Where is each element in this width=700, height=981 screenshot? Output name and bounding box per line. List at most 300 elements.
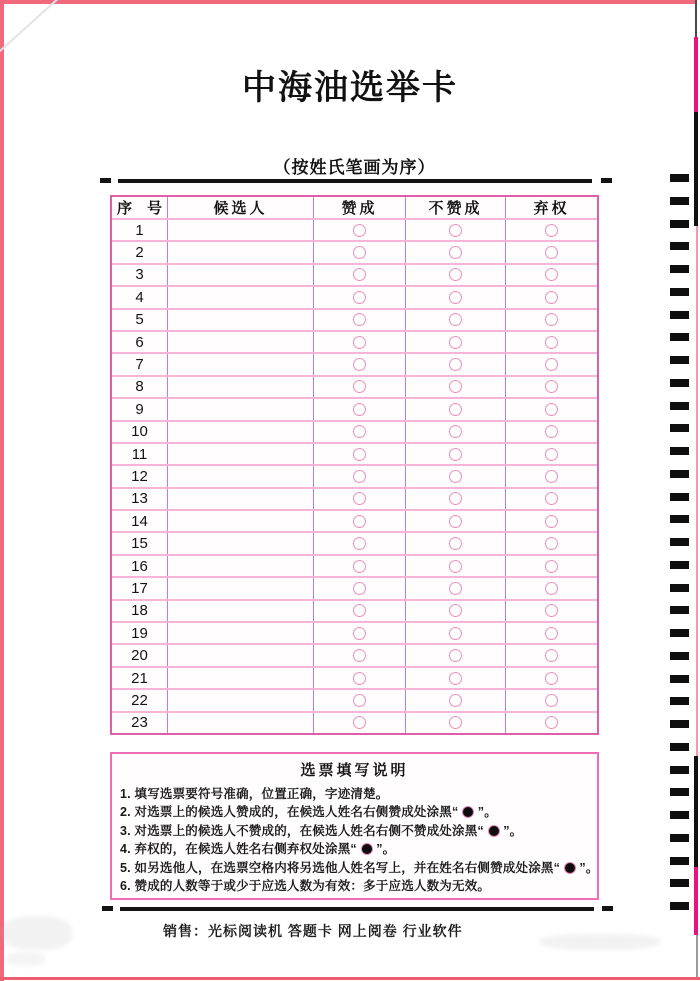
- abstain-cell: [505, 533, 597, 553]
- timing-mark: [670, 424, 689, 432]
- disapprove-bubble[interactable]: [449, 380, 462, 393]
- timing-mark: [670, 447, 689, 455]
- disapprove-cell: [405, 645, 505, 665]
- seq-number: 23: [131, 714, 148, 732]
- approve-cell: [313, 511, 405, 531]
- table-row: [112, 375, 597, 397]
- approve-cell: [313, 601, 405, 621]
- abstain-bubble[interactable]: [545, 380, 558, 393]
- timing-mark: [670, 242, 689, 250]
- table-row: [112, 330, 597, 352]
- timing-mark: [670, 220, 689, 228]
- approve-bubble[interactable]: [353, 313, 366, 326]
- seq-number: 6: [135, 333, 144, 351]
- instruction-item: 4. 弃权的，在候选人姓名右侧弃权处涂黑“ ”。: [120, 842, 396, 857]
- approve-cell: [313, 578, 405, 598]
- disapprove-cell: [405, 601, 505, 621]
- abstain-cell: [505, 623, 597, 643]
- approve-bubble[interactable]: [353, 627, 366, 640]
- abstain-bubble[interactable]: [545, 336, 558, 349]
- abstain-bubble[interactable]: [545, 448, 558, 461]
- candidate-write-in-cell[interactable]: [167, 645, 313, 665]
- disapprove-cell: [405, 287, 505, 307]
- seq-cell: [112, 332, 167, 352]
- edge-strip-magenta-bottom: [694, 867, 698, 935]
- table-row: [112, 487, 597, 509]
- abstain-bubble[interactable]: [545, 224, 558, 237]
- abstain-bubble[interactable]: [545, 268, 558, 281]
- approve-bubble[interactable]: [353, 604, 366, 617]
- disapprove-cell: [405, 713, 505, 733]
- abstain-cell: [505, 287, 597, 307]
- table-row: [112, 240, 597, 262]
- approve-bubble[interactable]: [353, 336, 366, 349]
- abstain-bubble[interactable]: [545, 649, 558, 662]
- seq-cell: [112, 578, 167, 598]
- disapprove-bubble[interactable]: [449, 358, 462, 371]
- timing-mark: [670, 675, 689, 683]
- disapprove-bubble[interactable]: [449, 537, 462, 550]
- approve-cell: [313, 265, 405, 285]
- table-row: [112, 464, 597, 486]
- candidate-write-in-cell[interactable]: [167, 354, 313, 374]
- seq-number: 11: [131, 445, 148, 463]
- timing-mark: [670, 811, 689, 819]
- timing-mark: [670, 561, 689, 569]
- disapprove-cell: [405, 444, 505, 464]
- approve-bubble[interactable]: [353, 380, 366, 393]
- candidate-write-in-cell[interactable]: [167, 466, 313, 486]
- disapprove-bubble[interactable]: [449, 291, 462, 304]
- abstain-cell: [505, 511, 597, 531]
- seq-cell: [112, 668, 167, 688]
- timing-mark: [670, 493, 689, 501]
- approve-bubble[interactable]: [353, 672, 366, 685]
- timing-mark: [670, 311, 689, 319]
- bottom-sync-dash-left: [102, 906, 113, 911]
- abstain-cell: [505, 354, 597, 374]
- column-header: 序 号: [116, 200, 162, 217]
- approve-cell: [313, 690, 405, 710]
- abstain-cell: [505, 310, 597, 330]
- disapprove-cell: [405, 310, 505, 330]
- approve-cell: [313, 354, 405, 374]
- table-row: [112, 509, 597, 531]
- approve-cell: [313, 533, 405, 553]
- abstain-bubble[interactable]: [545, 403, 558, 416]
- table-row: [112, 420, 597, 442]
- timing-mark: [670, 333, 689, 341]
- approve-bubble[interactable]: [353, 716, 366, 729]
- disapprove-cell: [405, 533, 505, 553]
- seq-cell: [112, 645, 167, 665]
- approve-cell: [313, 645, 405, 665]
- seq-number: 13: [131, 490, 148, 508]
- page-edge-top: [0, 0, 695, 4]
- approve-cell: [313, 556, 405, 576]
- candidate-write-in-cell[interactable]: [167, 690, 313, 710]
- abstain-bubble[interactable]: [545, 515, 558, 528]
- sales-line: 销售：光标阅读机 答题卡 网上阅卷 行业软件: [163, 923, 463, 939]
- candidate-write-in-cell[interactable]: [167, 332, 313, 352]
- instructions-list: [120, 785, 599, 895]
- abstain-cell: [505, 466, 597, 486]
- abstain-cell: [505, 422, 597, 442]
- table-row: [112, 531, 597, 553]
- filled-mark-example-icon: [564, 862, 576, 874]
- disapprove-cell: [405, 377, 505, 397]
- disapprove-cell: [405, 332, 505, 352]
- disapprove-bubble[interactable]: [449, 716, 462, 729]
- instruction-item: 3. 对选票上的候选人不赞成的，在候选人姓名右侧不赞成处涂黑“ ”。: [120, 823, 523, 838]
- timing-mark: [670, 379, 689, 387]
- seq-number: 15: [131, 535, 148, 553]
- seq-cell: [112, 399, 167, 419]
- edge-strip-dark-top: [695, 0, 697, 37]
- disapprove-bubble[interactable]: [449, 515, 462, 528]
- disapprove-cell: [405, 399, 505, 419]
- table-row: [112, 576, 597, 598]
- abstain-bubble[interactable]: [545, 694, 558, 707]
- disapprove-cell: [405, 489, 505, 509]
- instruction-item: 2. 对选票上的候选人赞成的，在候选人姓名右侧赞成处涂黑“ ”。: [120, 805, 497, 820]
- abstain-bubble[interactable]: [545, 604, 558, 617]
- approve-bubble[interactable]: [353, 492, 366, 505]
- timing-mark: [670, 766, 689, 774]
- table-header-row: [112, 197, 597, 218]
- disapprove-bubble[interactable]: [449, 694, 462, 707]
- disapprove-bubble[interactable]: [449, 313, 462, 326]
- column-header: 候选人: [167, 197, 313, 218]
- disapprove-bubble[interactable]: [449, 604, 462, 617]
- disapprove-cell: [405, 623, 505, 643]
- timing-mark: [670, 356, 689, 364]
- timing-mark: [670, 197, 689, 205]
- disapprove-cell: [405, 578, 505, 598]
- approve-bubble[interactable]: [353, 291, 366, 304]
- disapprove-cell: [405, 668, 505, 688]
- abstain-bubble[interactable]: [545, 560, 558, 573]
- disapprove-cell: [405, 466, 505, 486]
- top-sync-dash-left: [100, 178, 111, 183]
- seq-cell: [112, 422, 167, 442]
- candidate-write-in-cell[interactable]: [167, 578, 313, 598]
- candidate-write-in-cell[interactable]: [167, 444, 313, 464]
- seq-cell: [112, 466, 167, 486]
- seq-number: 2: [135, 244, 144, 262]
- seq-number: 16: [131, 557, 148, 575]
- candidate-write-in-cell[interactable]: [167, 287, 313, 307]
- approve-bubble[interactable]: [353, 246, 366, 259]
- table-row: [112, 643, 597, 665]
- page-edge-left: [0, 0, 4, 981]
- candidate-write-in-cell[interactable]: [167, 377, 313, 397]
- abstain-bubble[interactable]: [545, 291, 558, 304]
- seq-number: 1: [135, 221, 144, 239]
- abstain-bubble[interactable]: [545, 672, 558, 685]
- bottom-sync-bar: [120, 907, 594, 911]
- abstain-bubble[interactable]: [545, 470, 558, 483]
- approve-bubble[interactable]: [353, 425, 366, 438]
- seq-cell: [112, 533, 167, 553]
- approve-bubble[interactable]: [353, 649, 366, 662]
- approve-bubble[interactable]: [353, 515, 366, 528]
- candidate-write-in-cell[interactable]: [167, 242, 313, 262]
- seq-cell: [112, 556, 167, 576]
- abstain-cell: [505, 377, 597, 397]
- edge-strip-pink-middle: [696, 226, 698, 756]
- timing-mark: [670, 584, 689, 592]
- filled-mark-example-icon: [462, 806, 474, 818]
- abstain-cell: [505, 645, 597, 665]
- candidate-write-in-cell[interactable]: [167, 713, 313, 733]
- seq-cell: [112, 287, 167, 307]
- abstain-bubble[interactable]: [545, 582, 558, 595]
- approve-cell: [313, 668, 405, 688]
- approve-bubble[interactable]: [353, 537, 366, 550]
- candidate-write-in-cell[interactable]: [167, 556, 313, 576]
- page-title: 中海油选举卡: [242, 70, 458, 107]
- abstain-cell: [505, 489, 597, 509]
- candidate-write-in-cell[interactable]: [167, 489, 313, 509]
- seq-cell: [112, 489, 167, 509]
- disapprove-bubble[interactable]: [449, 560, 462, 573]
- abstain-bubble[interactable]: [545, 537, 558, 550]
- abstain-cell: [505, 690, 597, 710]
- candidate-write-in-cell[interactable]: [167, 265, 313, 285]
- seq-number: 5: [135, 311, 144, 329]
- table-row: [112, 263, 597, 285]
- seq-number: 8: [135, 378, 144, 396]
- edge-strip-black-top: [694, 112, 698, 226]
- seq-number: 18: [131, 602, 148, 620]
- instruction-item: 6. 赞成的人数等于或少于应选人数为有效：多于应选人数为无效。: [120, 879, 491, 894]
- seq-cell: [112, 220, 167, 240]
- approve-cell: [313, 713, 405, 733]
- seq-cell: [112, 713, 167, 733]
- seq-cell: [112, 354, 167, 374]
- seq-cell: [112, 310, 167, 330]
- approve-cell: [313, 623, 405, 643]
- table-row: [112, 599, 597, 621]
- edge-strip-grey-bottom: [696, 935, 698, 977]
- abstain-bubble[interactable]: [545, 492, 558, 505]
- candidate-write-in-cell[interactable]: [167, 533, 313, 553]
- candidate-write-in-cell[interactable]: [167, 220, 313, 240]
- seq-number: 22: [131, 691, 148, 709]
- seq-cell: [112, 601, 167, 621]
- seq-cell: [112, 690, 167, 710]
- abstain-cell: [505, 242, 597, 262]
- abstain-cell: [505, 444, 597, 464]
- disapprove-bubble[interactable]: [449, 224, 462, 237]
- timing-mark: [670, 515, 689, 523]
- seq-cell: [112, 265, 167, 285]
- seq-number: 12: [131, 467, 148, 485]
- disapprove-bubble[interactable]: [449, 470, 462, 483]
- approve-bubble[interactable]: [353, 470, 366, 483]
- seq-number: 10: [131, 423, 148, 441]
- disapprove-cell: [405, 690, 505, 710]
- disapprove-bubble[interactable]: [449, 649, 462, 662]
- disapprove-bubble[interactable]: [449, 403, 462, 416]
- table-row: [112, 666, 597, 688]
- disapprove-bubble[interactable]: [449, 336, 462, 349]
- approve-bubble[interactable]: [353, 224, 366, 237]
- table-row: [112, 352, 597, 374]
- candidate-write-in-cell[interactable]: [167, 668, 313, 688]
- seq-cell: [112, 511, 167, 531]
- approve-bubble[interactable]: [353, 268, 366, 281]
- seq-number: 20: [131, 647, 148, 665]
- approve-cell: [313, 310, 405, 330]
- table-row: [112, 397, 597, 419]
- abstain-cell: [505, 601, 597, 621]
- candidate-write-in-cell[interactable]: [167, 422, 313, 442]
- column-header: 赞成: [313, 197, 405, 218]
- table-row: [112, 218, 597, 240]
- disapprove-cell: [405, 242, 505, 262]
- instruction-item: 1. 填写选票要符号准确，位置正确，字迹清楚。: [120, 787, 389, 801]
- seq-number: 3: [135, 266, 144, 284]
- table-row: [112, 621, 597, 643]
- timing-mark: [670, 743, 689, 751]
- disapprove-cell: [405, 422, 505, 442]
- disapprove-bubble[interactable]: [449, 268, 462, 281]
- table-row: [112, 688, 597, 710]
- top-sync-dash-right: [601, 178, 612, 183]
- timing-mark: [670, 652, 689, 660]
- filled-mark-example-icon: [361, 843, 373, 855]
- timing-mark: [670, 902, 689, 910]
- scan-smudge: [2, 916, 72, 950]
- abstain-cell: [505, 556, 597, 576]
- vote-table: [110, 195, 599, 735]
- abstain-bubble[interactable]: [545, 313, 558, 326]
- scan-smudge: [6, 952, 46, 966]
- edge-strip-black-bottom: [694, 756, 698, 867]
- column-header: 弃权: [505, 197, 597, 218]
- timing-mark: [670, 470, 689, 478]
- timing-mark: [670, 538, 689, 546]
- disapprove-cell: [405, 265, 505, 285]
- abstain-cell: [505, 220, 597, 240]
- disapprove-cell: [405, 556, 505, 576]
- timing-mark: [670, 697, 689, 705]
- approve-bubble[interactable]: [353, 560, 366, 573]
- table-row: [112, 285, 597, 307]
- abstain-cell: [505, 399, 597, 419]
- timing-mark: [670, 629, 689, 637]
- instruction-item: 5. 如另选他人，在选票空格内将另选他人姓名写上，并在姓名右侧赞成处涂黑“ ”。: [120, 860, 599, 875]
- disapprove-bubble[interactable]: [449, 246, 462, 259]
- abstain-bubble[interactable]: [545, 246, 558, 259]
- candidate-write-in-cell[interactable]: [167, 399, 313, 419]
- approve-bubble[interactable]: [353, 582, 366, 595]
- column-header: 不赞成: [405, 197, 505, 218]
- seq-number: 7: [135, 356, 144, 374]
- disapprove-bubble[interactable]: [449, 492, 462, 505]
- approve-cell: [313, 332, 405, 352]
- abstain-cell: [505, 713, 597, 733]
- approve-cell: [313, 220, 405, 240]
- abstain-cell: [505, 332, 597, 352]
- disapprove-bubble[interactable]: [449, 448, 462, 461]
- abstain-cell: [505, 265, 597, 285]
- timing-mark: [670, 402, 689, 410]
- disapprove-cell: [405, 511, 505, 531]
- approve-cell: [313, 489, 405, 509]
- approve-cell: [313, 242, 405, 262]
- timing-mark: [670, 788, 689, 796]
- timing-mark: [670, 834, 689, 842]
- seq-number: 14: [131, 512, 148, 530]
- seq-number: 17: [131, 579, 148, 597]
- approve-bubble[interactable]: [353, 403, 366, 416]
- candidate-write-in-cell[interactable]: [167, 601, 313, 621]
- seq-number: 9: [135, 400, 144, 418]
- instructions-title: 选票填写说明: [300, 762, 409, 779]
- disapprove-bubble[interactable]: [449, 672, 462, 685]
- candidate-write-in-cell[interactable]: [167, 623, 313, 643]
- top-sync-bar: [118, 179, 592, 183]
- table-row: [112, 442, 597, 464]
- table-row: [112, 308, 597, 330]
- disapprove-bubble[interactable]: [449, 582, 462, 595]
- candidate-write-in-cell[interactable]: [167, 310, 313, 330]
- table-row: [112, 554, 597, 576]
- timing-mark: [670, 174, 689, 182]
- seq-cell: [112, 377, 167, 397]
- approve-bubble[interactable]: [353, 358, 366, 371]
- scan-smudge: [540, 934, 660, 950]
- seq-cell: [112, 623, 167, 643]
- seq-cell: [112, 242, 167, 262]
- approve-cell: [313, 399, 405, 419]
- abstain-bubble[interactable]: [545, 716, 558, 729]
- abstain-bubble[interactable]: [545, 425, 558, 438]
- corner-curl-artifact: [0, 0, 65, 54]
- approve-cell: [313, 287, 405, 307]
- abstain-bubble[interactable]: [545, 358, 558, 371]
- approve-cell: [313, 377, 405, 397]
- timing-mark: [670, 265, 689, 273]
- disapprove-cell: [405, 354, 505, 374]
- seq-number: 19: [131, 624, 148, 642]
- timing-mark: [670, 879, 689, 887]
- abstain-bubble[interactable]: [545, 627, 558, 640]
- abstain-cell: [505, 668, 597, 688]
- table-row: [112, 711, 597, 733]
- candidate-write-in-cell[interactable]: [167, 511, 313, 531]
- seq-cell: [112, 444, 167, 464]
- timing-mark: [670, 606, 689, 614]
- timing-mark: [670, 288, 689, 296]
- sort-order-note: （按姓氏笔画为序）: [273, 158, 436, 177]
- timing-mark: [670, 857, 689, 865]
- approve-bubble[interactable]: [353, 448, 366, 461]
- bottom-sync-dash-right: [602, 906, 613, 911]
- disapprove-bubble[interactable]: [449, 627, 462, 640]
- approve-cell: [313, 466, 405, 486]
- instructions-box: [110, 752, 599, 900]
- abstain-cell: [505, 578, 597, 598]
- disapprove-cell: [405, 220, 505, 240]
- approve-bubble[interactable]: [353, 694, 366, 707]
- approve-cell: [313, 422, 405, 442]
- timing-mark: [670, 720, 689, 728]
- disapprove-bubble[interactable]: [449, 425, 462, 438]
